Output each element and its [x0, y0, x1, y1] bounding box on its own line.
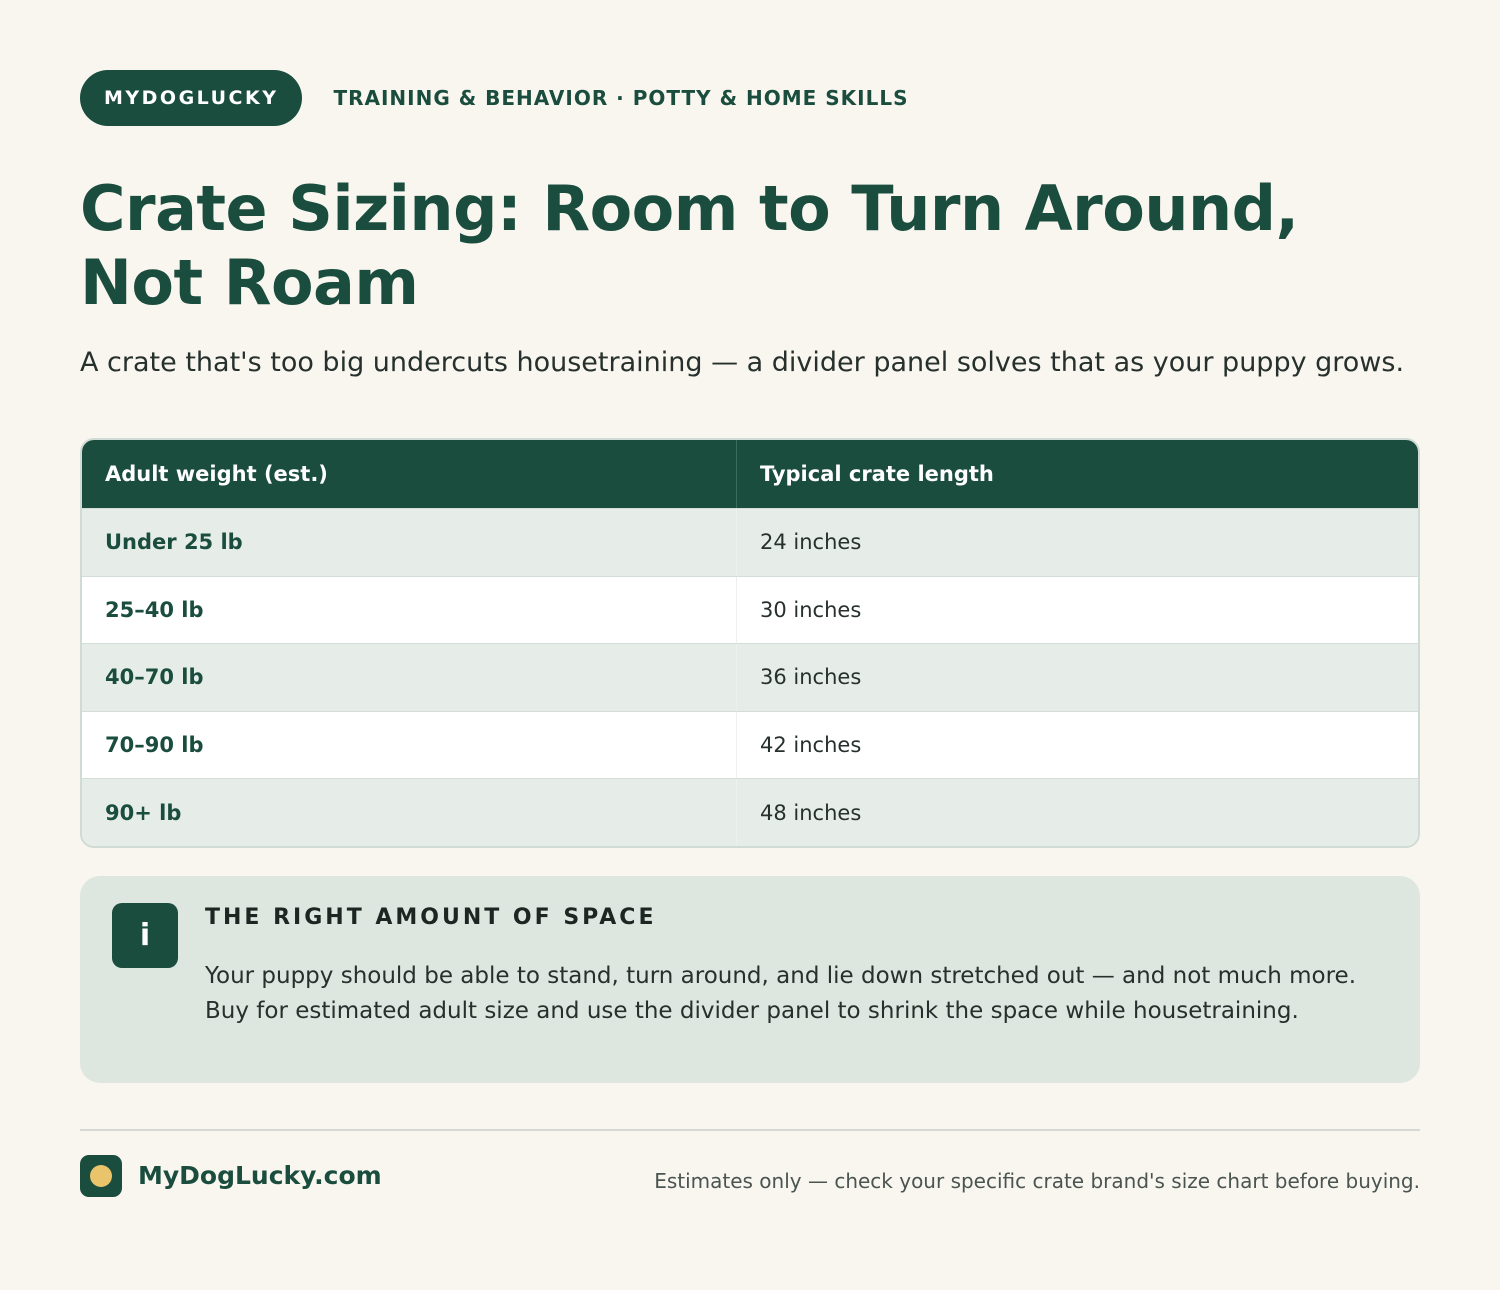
table-header-row: [82, 440, 1418, 508]
table-row: [82, 576, 1418, 644]
page: [80, 70, 1420, 1197]
length-cell: 30 inches: [760, 597, 862, 622]
footer: [80, 1155, 1420, 1197]
crate-size-table: [80, 438, 1420, 848]
weight-cell: 70–90 lb: [82, 712, 737, 779]
table-row: [82, 508, 1418, 576]
weight-cell: Under 25 lb: [82, 509, 737, 576]
weight-cell: 25–40 lb: [82, 577, 737, 644]
length-cell: 48 inches: [760, 800, 862, 825]
table-body: [82, 508, 1418, 846]
brand-badge[interactable]: MYDOGLUCKY: [80, 70, 302, 126]
disclaimer-text: Estimates only — check your specific crate brand's size chart before buying.: [654, 1168, 1420, 1193]
header: [80, 70, 1420, 126]
info-callout: [80, 876, 1420, 1083]
page-subtitle: A crate that's too big undercuts housetraining — a divider panel solves that as your puppy grows.: [80, 347, 1405, 378]
category-breadcrumb[interactable]: TRAINING & BEHAVIOR · POTTY & HOME SKILLS: [333, 86, 909, 110]
table-row: [82, 711, 1418, 779]
page-title: Crate Sizing: Room to Turn Around, Not Roam: [80, 172, 1299, 319]
logo-icon: [80, 1155, 122, 1197]
callout-title: THE RIGHT AMOUNT OF SPACE: [205, 904, 657, 930]
length-cell: 36 inches: [760, 665, 862, 690]
logo-dot: [90, 1165, 112, 1187]
site-name-link[interactable]: MyDogLucky.com: [138, 1161, 382, 1191]
column-header-weight: Adult weight (est.): [82, 440, 737, 508]
footer-brand[interactable]: [80, 1155, 382, 1197]
length-cell: 24 inches: [760, 530, 862, 555]
footer-divider: [80, 1129, 1420, 1131]
length-cell: 42 inches: [760, 733, 862, 758]
table-row: [82, 778, 1418, 846]
column-header-length: Typical crate length: [760, 462, 994, 486]
weight-cell: 90+ lb: [82, 779, 737, 846]
table-row: [82, 643, 1418, 711]
weight-cell: 40–70 lb: [82, 644, 737, 711]
info-icon: i: [112, 903, 178, 968]
callout-body: Your puppy should be able to stand, turn around, and lie down stretched out — and not much more. Buy for estimated adult size and use the divider panel to shrink the space while housetraining.: [205, 962, 1356, 1024]
